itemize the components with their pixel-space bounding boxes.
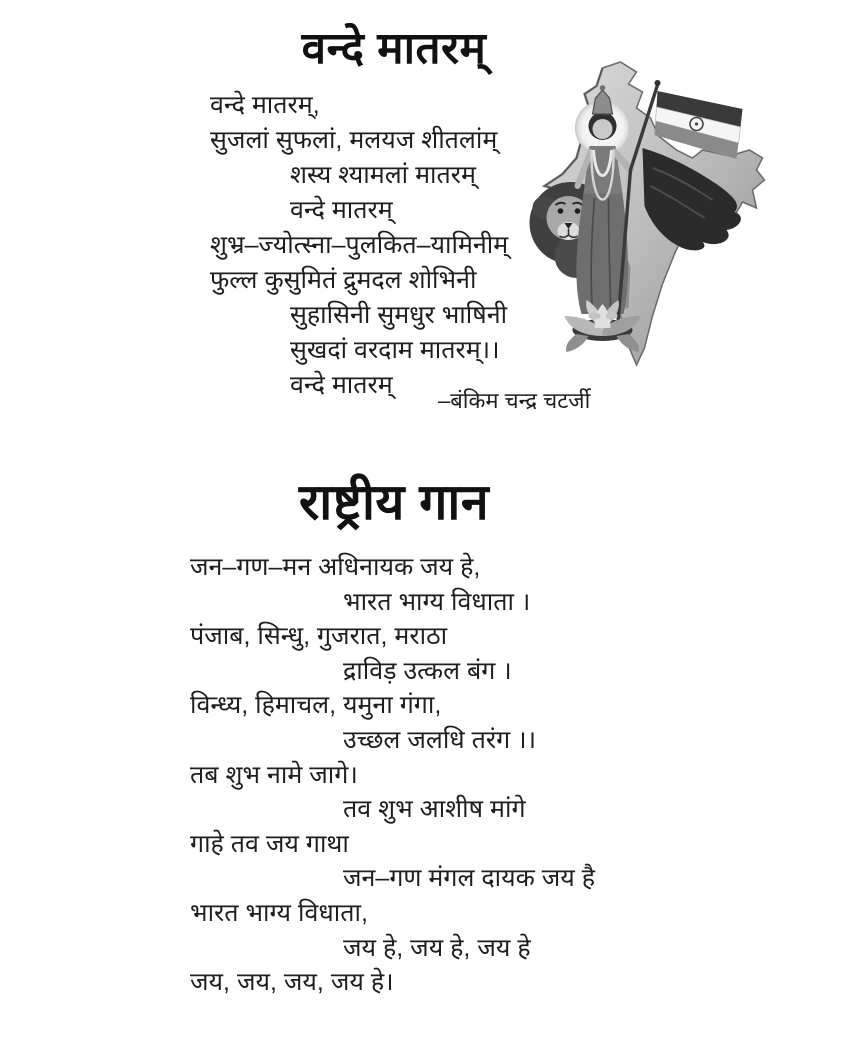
poem-line: विन्ध्य, हिमाचल, यमुना गंगा, — [190, 691, 442, 720]
poem-line: तब शुभ नामे जागे। — [190, 760, 358, 789]
rashtriya-gaan-poem — [190, 550, 595, 1000]
poem-line: भारत भाग्य विधाता, — [190, 898, 368, 927]
vande-mataram-title: वन्दे मातरम् — [301, 24, 487, 73]
poem-line: वन्दे मातरम् — [290, 196, 393, 224]
attribution-bankim-chandra: –बंकिम चन्द्र चटर्जी — [438, 388, 591, 413]
rashtriya-gaan-title: राष्ट्रीय गान — [298, 474, 490, 530]
vande-mataram-poem — [210, 88, 508, 403]
poem-line: पंजाब, सिन्धु, गुजरात, मराठा — [190, 622, 448, 651]
bharat-mata-india-map-icon — [522, 58, 787, 383]
poem-line: भारत भाग्य विधाता । — [343, 587, 531, 616]
poem-line: फुल्ल कुसुमितं द्रुमदल शोभिनी — [210, 266, 477, 294]
poem-line: तव शुभ आशीष मांगे — [343, 795, 526, 824]
poem-line: शस्य श्यामलां मातरम् — [290, 161, 476, 189]
poem-line: द्राविड़ उत्कल बंग । — [343, 656, 512, 685]
poem-line: वन्दे मातरम्, — [210, 91, 320, 119]
poem-line: जन–गण–मन अधिनायक जय हे, — [190, 553, 481, 581]
poem-line: जय हे, जय हे, जय हे — [343, 933, 531, 962]
face — [593, 119, 613, 139]
poem-line: सुहासिनी सुमधुर भाषिनी — [290, 301, 508, 329]
poem-line: गाहे तव जय गाथा — [190, 829, 349, 858]
poem-line: सुखदां वरदाम मातरम्।। — [290, 336, 500, 364]
poem-line: जय, जय, जय, जय हे। — [190, 968, 394, 997]
poem-line: वन्दे मातरम् — [290, 371, 393, 399]
poem-line: जन–गण मंगल दायक जय है — [343, 864, 596, 893]
poem-line: सुजलां सुफलां, मलयज शीतलांम् — [210, 126, 498, 154]
poem-line: शुभ्र–ज्योत्स्ना–पुलकित–यामिनीम् — [210, 231, 509, 259]
poem-line: उच्छल जलधि तरंग ।। — [343, 725, 537, 754]
bharat-mata-illustration — [522, 58, 787, 383]
